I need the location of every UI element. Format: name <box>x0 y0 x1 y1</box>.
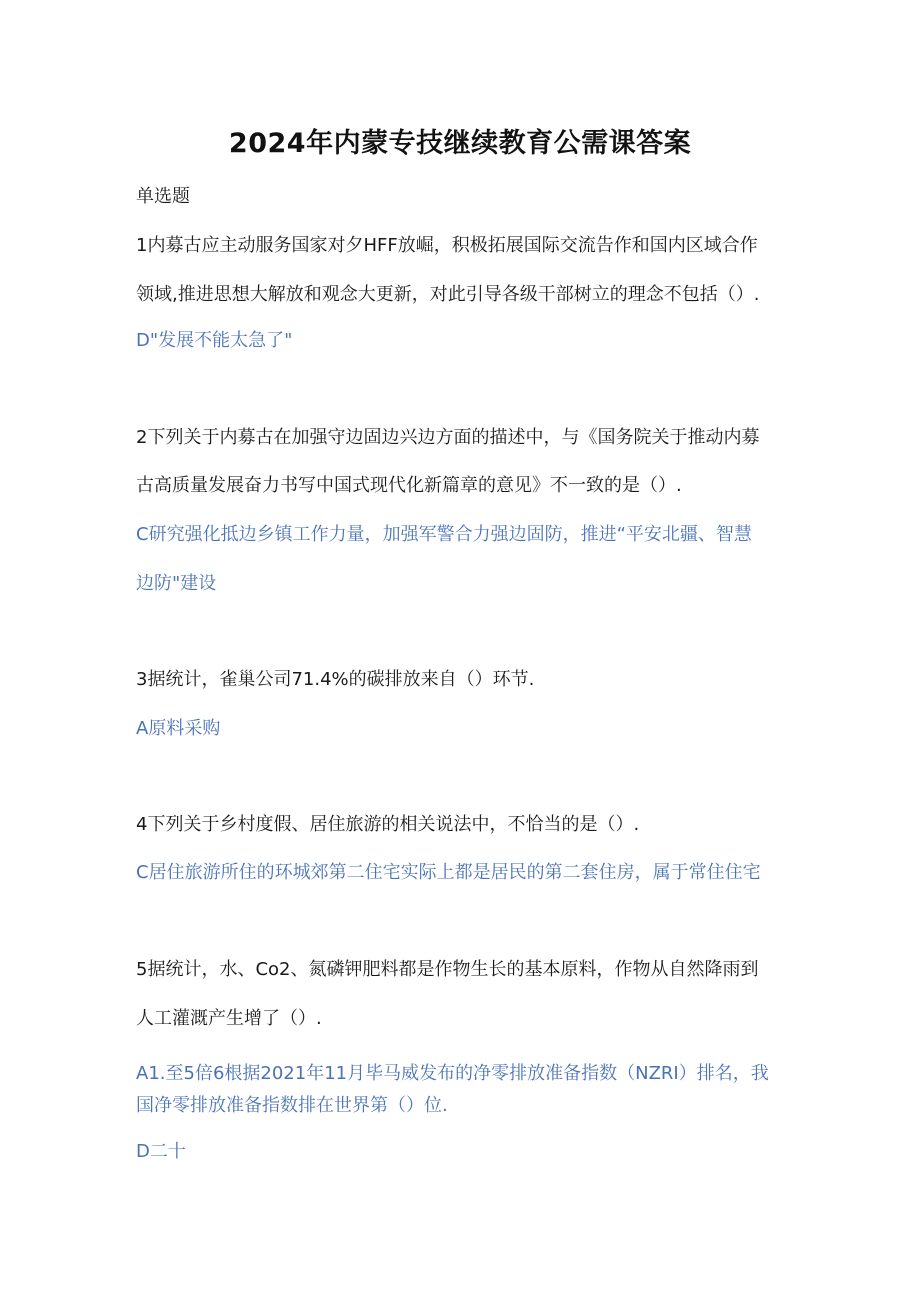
document-title: 2024年内蒙专技继续教育公需课答案 <box>228 128 692 159</box>
question-1-line-2: 领域,推进思想大解放和观念大更新，对此引导各级干部树立的理念不包括（）. <box>136 284 760 305</box>
answer-3: A原料采购 <box>136 718 221 739</box>
question-3: 3据统计，雀巢公司71.4%的碳排放来自（）环节. <box>136 669 535 690</box>
answer-5-line-1: A1.至5倍6根据2021年11月毕马威发布的净零排放准备指数（NZRI）排名，我 <box>136 1063 769 1084</box>
answer-2-line-2: 边防"建设 <box>136 573 217 594</box>
question-2-line-1: 2下列关于内募古在加强守边固边兴边方面的描述中，与《国务院关于推动内募 <box>136 427 760 448</box>
answer-4: C居住旅游所住的环城郊第二住宅实际上都是居民的第二套住房，属于常住住宅 <box>136 862 761 883</box>
question-5-line-2: 人工灌溉产生增了（）. <box>136 1008 322 1029</box>
question-4: 4下列关于乡村度假、居住旅游的相关说法中，不恰当的是（）. <box>136 814 640 835</box>
question-5-line-1: 5据统计，水、Co2、氮磷钾肥料都是作物生长的基本原料，作物从自然降雨到 <box>136 959 759 980</box>
answer-5-line-2: 国净零排放准备指数排在世界第（）位. <box>136 1095 448 1116</box>
question-2-line-2: 古高质量发展奋力书写中国式现代化新篇章的意见》不一致的是（）. <box>136 475 682 496</box>
section-label: 单选题 <box>136 186 190 207</box>
answer-6: D二十 <box>136 1141 186 1162</box>
question-1-line-1: 1内募古应主动服务国家对夕HFF放崛，积极拓展国际交流告作和国内区域合作 <box>136 235 758 256</box>
answer-2-line-1: C研究强化抵边乡镇工作力量，加强军警合力强边固防，推进“平安北疆、智慧 <box>136 524 752 545</box>
answer-1: D"发展不能太急了" <box>136 330 293 351</box>
